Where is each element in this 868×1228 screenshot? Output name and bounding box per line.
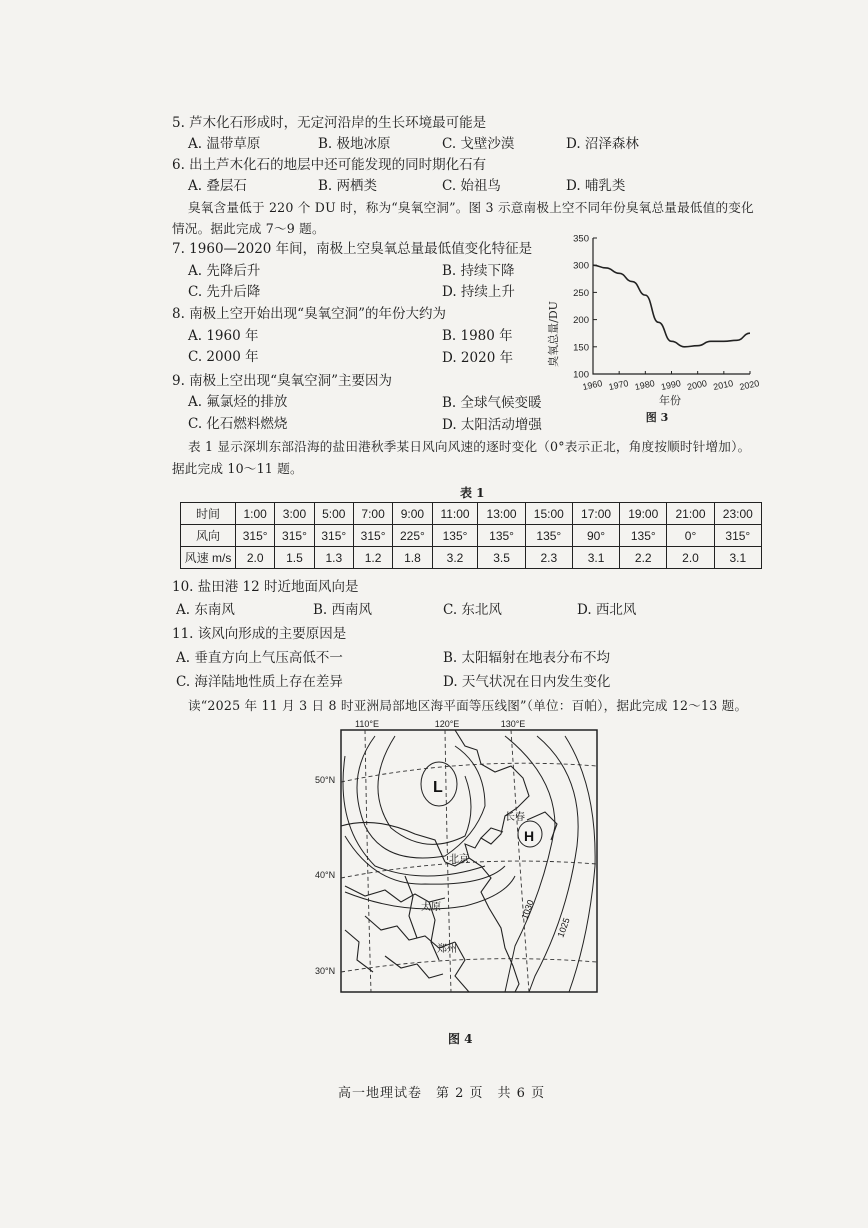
q10-option-d: D. 西北风 (577, 602, 637, 618)
table-cell: 135° (432, 525, 478, 547)
page-footer: 高一地理试卷 第 2 页 共 6 页 (338, 1086, 546, 1101)
figure-3-caption: 图 3 (645, 411, 669, 424)
q9-option-a: A. 氟氯烃的排放 (188, 394, 288, 410)
y-tick-label: 200 (573, 315, 589, 327)
x-axis-label: 年份 (659, 394, 681, 407)
map-intro: 读“2025 年 11 月 3 日 8 时亚洲局部地区海平面等压线图”（单位：百帕），据此完成 12～13 题。 (188, 698, 748, 713)
table-cell: 9:00 (393, 503, 432, 525)
q5-option-c: C. 戈壁沙漠 (442, 136, 515, 152)
table-cell: 1:00 (236, 503, 275, 525)
x-tick-label: 2020 (738, 378, 761, 393)
q10-option-c: C. 东北风 (443, 602, 502, 618)
graticule (341, 730, 597, 992)
q9-option-d: D. 太阳活动增强 (442, 417, 542, 433)
table-cell: 135° (525, 525, 572, 547)
row-header-cell: 风向 (181, 525, 236, 547)
question-6-stem: 6. 出土芦木化石的地层中还可能发现的同时期化石有 (172, 157, 487, 173)
table-cell: 0° (667, 525, 714, 547)
table-cell: 11:00 (432, 503, 478, 525)
x-tick-label: 2000 (686, 378, 708, 393)
table-cell: 3.1 (572, 547, 619, 569)
table-cell: 3.5 (478, 547, 525, 569)
table-cell: 2.0 (236, 547, 275, 569)
q7-option-a: A. 先降后升 (188, 263, 261, 279)
table-cell: 2.2 (620, 547, 667, 569)
row-header-cell: 风速 m/s (181, 547, 236, 569)
chart-axes (593, 238, 750, 374)
question-5-stem: 5. 芦木化石形成时，无定河沿岸的生长环境最可能是 (172, 115, 487, 131)
q10-option-a: A. 东南风 (176, 602, 235, 618)
x-tick-label: 1970 (607, 378, 630, 393)
lon-label-110: 110°E (355, 719, 379, 729)
wind-intro-line-2: 据此完成 10～11 题。 (172, 461, 303, 476)
table-cell: 5:00 (314, 503, 353, 525)
wind-table (180, 502, 762, 569)
x-tick-label: 1980 (633, 378, 656, 393)
q6-option-a: A. 叠层石 (188, 178, 247, 194)
lat-label-30: 30°N (315, 966, 336, 976)
q7-option-b: B. 持续下降 (442, 263, 515, 279)
q8-option-a: A. 1960 年 (188, 328, 259, 344)
table-cell: 315° (314, 525, 353, 547)
lat-label-40: 40°N (315, 870, 336, 880)
q5-option-b: B. 极地冰原 (318, 136, 391, 152)
isobars (343, 736, 595, 992)
table-cell: 3.1 (714, 547, 761, 569)
ozone-intro-line-2: 情况。据此完成 7～9 题。 (172, 221, 325, 236)
q6-option-b: B. 两栖类 (318, 178, 378, 194)
q10-option-b: B. 西南风 (313, 602, 373, 618)
table-cell: 1.2 (353, 547, 392, 569)
table-cell: 315° (236, 525, 275, 547)
q11-option-a: A. 垂直方向上气压高低不一 (176, 650, 343, 666)
isobar-label-1025: 1025 (555, 916, 572, 939)
ozone-series-line (593, 265, 750, 347)
question-8-stem: 8. 南极上空开始出现“臭氧空洞”的年份大约为 (172, 306, 446, 322)
low-pressure-center: L (433, 779, 443, 796)
q5-option-a: A. 温带草原 (188, 136, 261, 152)
y-tick-label: 150 (573, 342, 589, 354)
map-frame (341, 730, 597, 992)
y-tick-label: 300 (573, 260, 589, 272)
table-cell: 3:00 (275, 503, 314, 525)
table-cell: 13:00 (478, 503, 525, 525)
q11-option-b: B. 太阳辐射在地表分布不均 (443, 650, 611, 666)
table-cell: 3.2 (432, 547, 478, 569)
q6-option-d: D. 哺乳类 (566, 178, 626, 194)
city-changchun: 长春 (505, 812, 525, 823)
q11-option-d: D. 天气状况在日内发生变化 (443, 674, 611, 690)
table-cell: 315° (275, 525, 314, 547)
table-cell: 21:00 (667, 503, 714, 525)
table-cell: 1.8 (393, 547, 432, 569)
city-taiyuan: 太原 (421, 902, 441, 913)
question-10-stem: 10. 盐田港 12 时近地面风向是 (172, 579, 359, 595)
y-tick-label: 350 (573, 233, 589, 245)
lat-label-50: 50°N (315, 775, 336, 785)
table-cell: 1.3 (314, 547, 353, 569)
question-9-stem: 9. 南极上空出现“臭氧空洞”主要因为 (172, 373, 392, 389)
table-1-caption: 表 1 (460, 486, 485, 500)
lon-label-120: 120°E (434, 719, 460, 729)
table-cell: 17:00 (572, 503, 619, 525)
lon-label-130: 130°E (500, 719, 526, 729)
table-cell: 15:00 (525, 503, 572, 525)
q8-option-b: B. 1980 年 (442, 328, 513, 344)
city-zhengzhou: 郑州 (437, 944, 457, 955)
table-cell: 225° (393, 525, 432, 547)
table-cell: 2.3 (525, 547, 572, 569)
question-7-stem: 7. 1960—2020 年间，南极上空臭氧总量最低值变化特征是 (172, 241, 533, 257)
ozone-chart (545, 226, 765, 426)
x-tick-label: 1960 (581, 378, 604, 393)
q8-option-c: C. 2000 年 (188, 349, 259, 365)
y-tick-label: 250 (573, 287, 589, 299)
table-cell: 7:00 (353, 503, 392, 525)
row-header-cell: 时间 (181, 503, 236, 525)
isobar-map (305, 716, 615, 1026)
q9-option-c: C. 化石燃料燃烧 (188, 416, 288, 432)
row-speed (181, 547, 762, 569)
y-tick-label: 100 (573, 369, 589, 381)
y-axis-label: 臭氧总量/DU (547, 301, 560, 367)
table-cell: 2.0 (667, 547, 714, 569)
row-direction (181, 525, 762, 547)
row-time (181, 503, 762, 525)
x-tick-label: 2010 (712, 378, 735, 393)
table-cell: 1.5 (275, 547, 314, 569)
q9-option-b: B. 全球气候变暖 (442, 395, 542, 411)
table-cell: 315° (714, 525, 761, 547)
city-beijing: 北京 (449, 854, 469, 865)
table-cell: 90° (572, 525, 619, 547)
isobar-label-1030: 1030 (519, 898, 536, 921)
high-pressure-center: H (524, 828, 535, 844)
q7-option-c: C. 先升后降 (188, 284, 261, 300)
table-cell: 135° (478, 525, 525, 547)
wind-intro-line-1: 表 1 显示深圳东部沿海的盐田港秋季某日风向风速的逐时变化（0°表示正北，角度按顺时针增加）。 (188, 439, 751, 454)
table-cell: 315° (353, 525, 392, 547)
table-cell: 19:00 (620, 503, 667, 525)
q7-option-d: D. 持续上升 (442, 284, 515, 300)
question-11-stem: 11. 该风向形成的主要原因是 (172, 626, 347, 642)
ozone-intro-line-1: 臭氧含量低于 220 个 DU 时，称为“臭氧空洞”。图 3 示意南极上空不同年份臭氧总量最低值的变化 (188, 200, 754, 215)
table-cell: 23:00 (714, 503, 761, 525)
q5-option-d: D. 沼泽森林 (566, 136, 639, 152)
figure-4-caption: 图 4 (448, 1032, 473, 1046)
q8-option-d: D. 2020 年 (442, 350, 514, 366)
q11-option-c: C. 海洋陆地性质上存在差异 (176, 674, 343, 690)
x-tick-label: 1990 (660, 378, 682, 393)
table-cell: 135° (620, 525, 667, 547)
q6-option-c: C. 始祖鸟 (442, 178, 501, 194)
